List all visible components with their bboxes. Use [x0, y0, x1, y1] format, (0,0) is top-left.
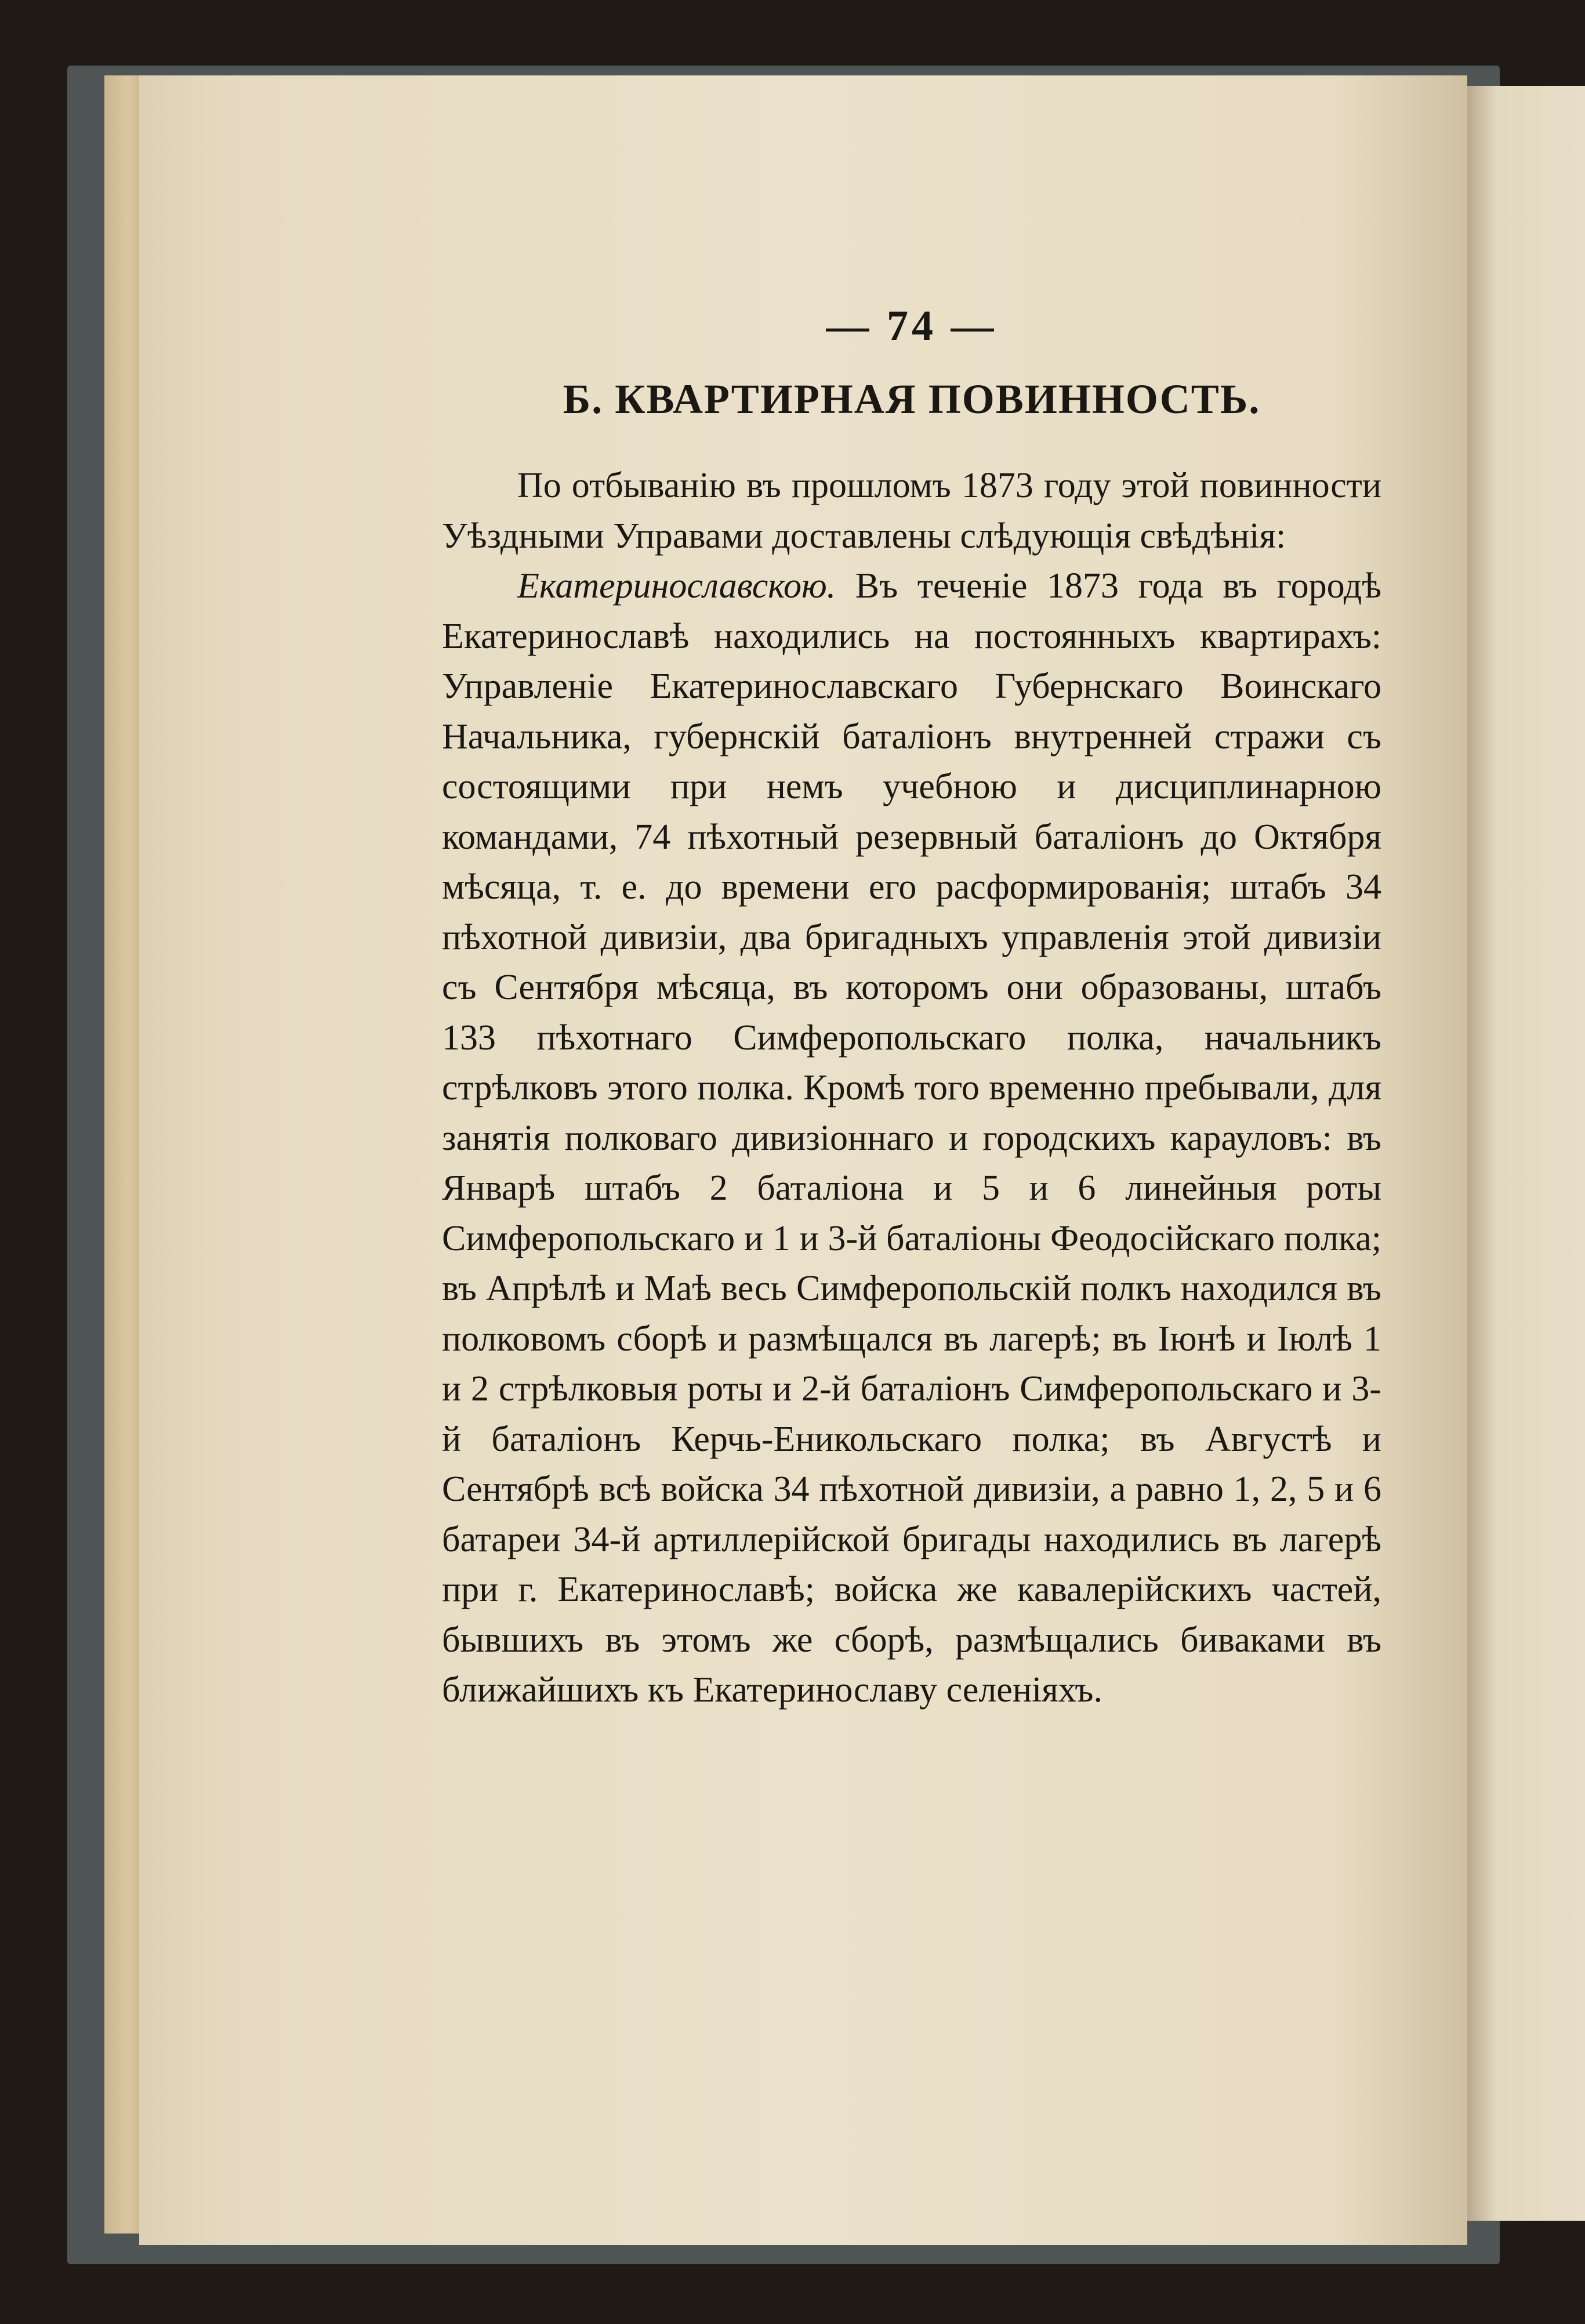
paragraph-2 — [442, 561, 1381, 1715]
facing-page-edge — [1467, 86, 1585, 2221]
page-number: — 74 — — [826, 302, 998, 350]
paragraph-1 — [442, 461, 1381, 561]
paragraph-2-text: Въ теченіе 1873 года въ городѣ Екатеринославѣ находились на постоянныхъ квартирахъ: Управленіе Екатеринославскаго Губернскаго Воинскаго Начальника, губернскій баталіонъ внутренней стражи съ состоящими при немъ учебною и дисциплинарною командами, 74 пѣхотный резервный баталіонъ до Октября мѣсяца, т. е. до времени его расформированія; штабъ 34 пѣхотной дивизіи, два бригадныхъ управленія этой дивизіи съ Сентября мѣсяца, въ которомъ они образованы, штабъ 133 пѣхотнаго Симферопольскаго полка, начальникъ стрѣлковъ этого полка. Кромѣ того временно пребывали, для занятія полковаго дивизіоннаго и городскихъ карауловъ: въ Январѣ штабъ 2 баталіона и 5 и 6 линейныя роты Симферопольскаго и 1 и 3-й баталіоны Феодосійскаго полка; въ Апрѣлѣ и Маѣ весь Симферопольскій полкъ находился въ полковомъ сборѣ и размѣщался въ лагерѣ; въ Іюнѣ и Іюлѣ 1 и 2 стрѣлковыя роты и 2-й баталіонъ Симферопольскаго и 3-й баталіонъ Керчь-Еникольскаго полка; въ Августѣ и Сентябрѣ всѣ войска 34 пѣхотной дивизіи, а равно 1, 2, 5 и 6 батареи 34-й артиллерійской бригады находились въ лагерѣ при г. Екатеринославѣ; войска же кавалерійскихъ частей, бывшихъ въ этомъ же сборѣ, размѣщались биваками въ ближайшихъ къ Екатеринославу селеніяхъ. — [442, 566, 1381, 1710]
page-content — [442, 302, 1381, 1715]
paragraph-2-lead: Екатеринославскою. — [517, 566, 836, 606]
paragraph-1-text: По отбыванію въ прошломъ 1873 году этой повинности Уѣздными Управами доставлены слѣдующія свѣдѣнія: — [442, 466, 1381, 556]
section-heading: Б. КВАРТИРНАЯ ПОВИННОСТЬ. — [563, 376, 1261, 422]
